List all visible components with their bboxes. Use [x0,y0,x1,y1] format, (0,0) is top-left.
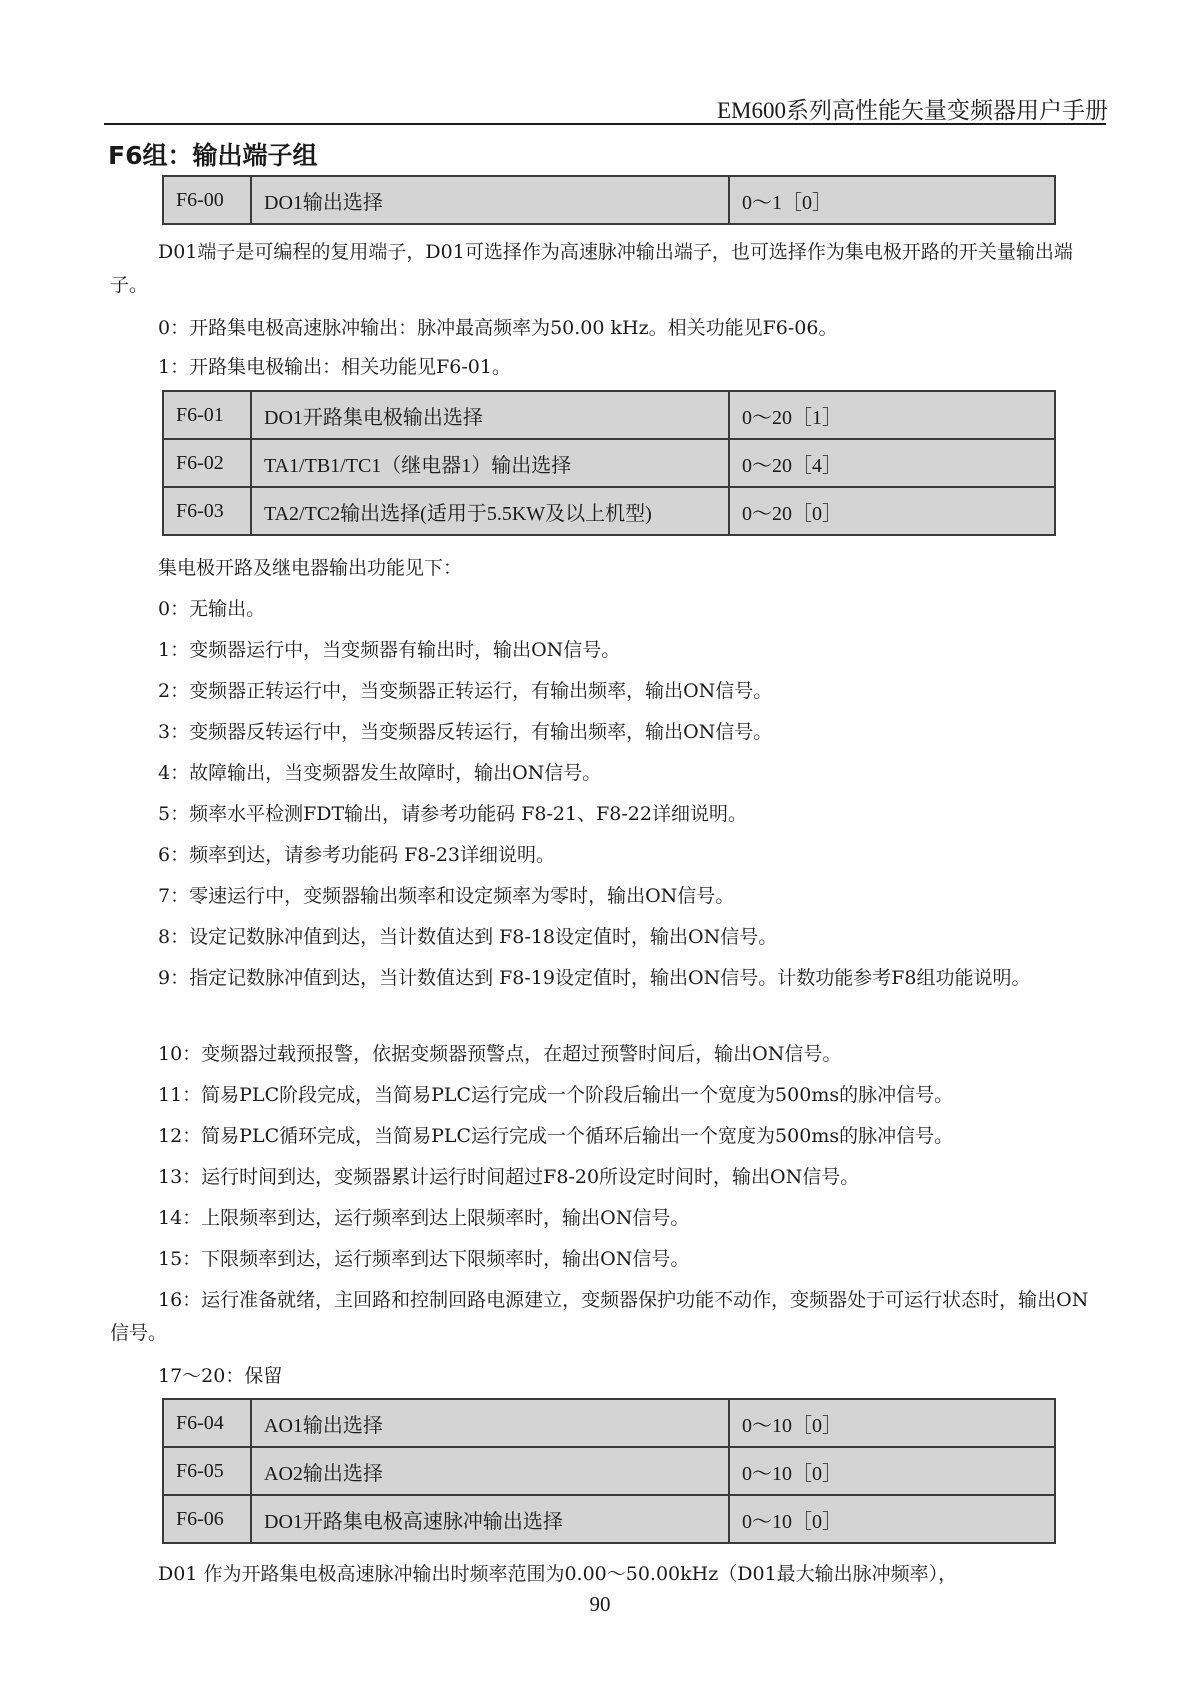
param-table-f6-00 [162,175,1056,225]
list-item: 11：简易PLC阶段完成，当简易PLC运行完成一个阶段后输出一个宽度为500ms的脉冲信号。 [158,1084,954,1106]
param-name: DO1开路集电极高速脉冲输出选择 [251,1495,729,1543]
list-item: 14：上限频率到达，运行频率到达上限频率时，输出ON信号。 [158,1207,690,1229]
list-item: 7：零速运行中，变频器输出频率和设定频率为零时，输出ON信号。 [158,885,735,907]
param-range: 0～20［0］ [729,487,1055,535]
param-name: AO2输出选择 [251,1447,729,1495]
list-item: 9：指定记数脉冲值到达，当计数值达到 F8-19设定值时，输出ON信号。计数功能参考F8组功能说明。 [158,967,1031,989]
param-name: TA1/TB1/TC1（继电器1）输出选择 [251,439,729,487]
param-range: 0～10［0］ [729,1399,1055,1447]
param-code: F6-05 [163,1447,251,1495]
param-code: F6-02 [163,439,251,487]
list-item: 4：故障输出，当变频器发生故障时，输出ON信号。 [158,762,602,784]
param-table-f6-04-06 [162,1398,1056,1544]
table-row [163,487,1055,535]
list-item: 12：简易PLC循环完成，当简易PLC运行完成一个循环后输出一个宽度为500ms的脉冲信号。 [158,1125,954,1147]
param-code: F6-03 [163,487,251,535]
list-item: 16：运行准备就绪，主回路和控制回路电源建立，变频器保护功能不动作，变频器处于可运行状态时，输出ON信号。 [110,1289,1089,1344]
list-item: 10：变频器过载预报警，依据变频器预警点，在超过预警时间后，输出ON信号。 [158,1043,842,1065]
param-range: 0～20［4］ [729,439,1055,487]
paragraph-do1-option-0: 0：开路集电极高速脉冲输出：脉冲最高频率为50.00 kHz。相关功能见F6-06。 [158,317,838,339]
list-item: 1：变频器运行中，当变频器有输出时，输出ON信号。 [158,639,621,661]
param-name: AO1输出选择 [251,1399,729,1447]
list-item: 3：变频器反转运行中，当变频器反转运行，有输出频率，输出ON信号。 [158,721,773,743]
param-name: DO1开路集电极输出选择 [251,391,729,439]
param-name: DO1输出选择 [251,176,729,224]
param-range: 0～1［0］ [729,176,1055,224]
list-item: 15：下限频率到达，运行频率到达下限频率时，输出ON信号。 [158,1248,690,1270]
table-row [163,1495,1055,1543]
list-item: 13：运行时间到达，变频器累计运行时间超过F8-20所设定时间时，输出ON信号。 [158,1166,860,1188]
page-number: 90 [589,1592,611,1616]
table-row [163,1447,1055,1495]
manual-header-title: EM600系列高性能矢量变频器用户手册 [717,98,1108,123]
paragraph-function-intro: 集电极开路及继电器输出功能见下： [158,557,463,579]
list-item: 17～20：保留 [158,1365,283,1387]
list-item: 2：变频器正转运行中，当变频器正转运行，有输出频率，输出ON信号。 [158,680,773,702]
list-item: 6：频率到达，请参考功能码 F8-23详细说明。 [158,844,555,866]
table-row [163,176,1055,224]
table-row [163,391,1055,439]
paragraph-do1-intro: D01端子是可编程的复用端子，D01可选择作为高速脉冲输出端子，也可选择作为集电极开路的开关量输出端子。 [110,241,1073,296]
section-title: F6组：输出端子组 [108,141,318,170]
param-range: 0～10［0］ [729,1447,1055,1495]
param-range: 0～20［1］ [729,391,1055,439]
param-name: TA2/TC2输出选择(适用于5.5KW及以上机型) [251,487,729,535]
param-code: F6-04 [163,1399,251,1447]
paragraph-do1-frequency: D01 作为开路集电极高速脉冲输出时频率范围为0.00～50.00kHz（D01最大输出脉冲频率）， [158,1563,958,1585]
param-table-f6-01-03 [162,390,1056,536]
list-item: 0：无输出。 [158,598,266,620]
paragraph-do1-option-1: 1：开路集电极输出：相关功能见F6-01。 [158,356,511,378]
list-item: 8：设定记数脉冲值到达，当计数值达到 F8-18设定值时，输出ON信号。 [158,926,778,948]
param-code: F6-00 [163,176,251,224]
param-range: 0～10［0］ [729,1495,1055,1543]
param-code: F6-01 [163,391,251,439]
list-item: 5：频率水平检测FDT输出，请参考功能码 F8-21、F8-22详细说明。 [158,803,747,825]
table-row [163,439,1055,487]
param-code: F6-06 [163,1495,251,1543]
header-divider [104,123,1106,125]
table-row [163,1399,1055,1447]
